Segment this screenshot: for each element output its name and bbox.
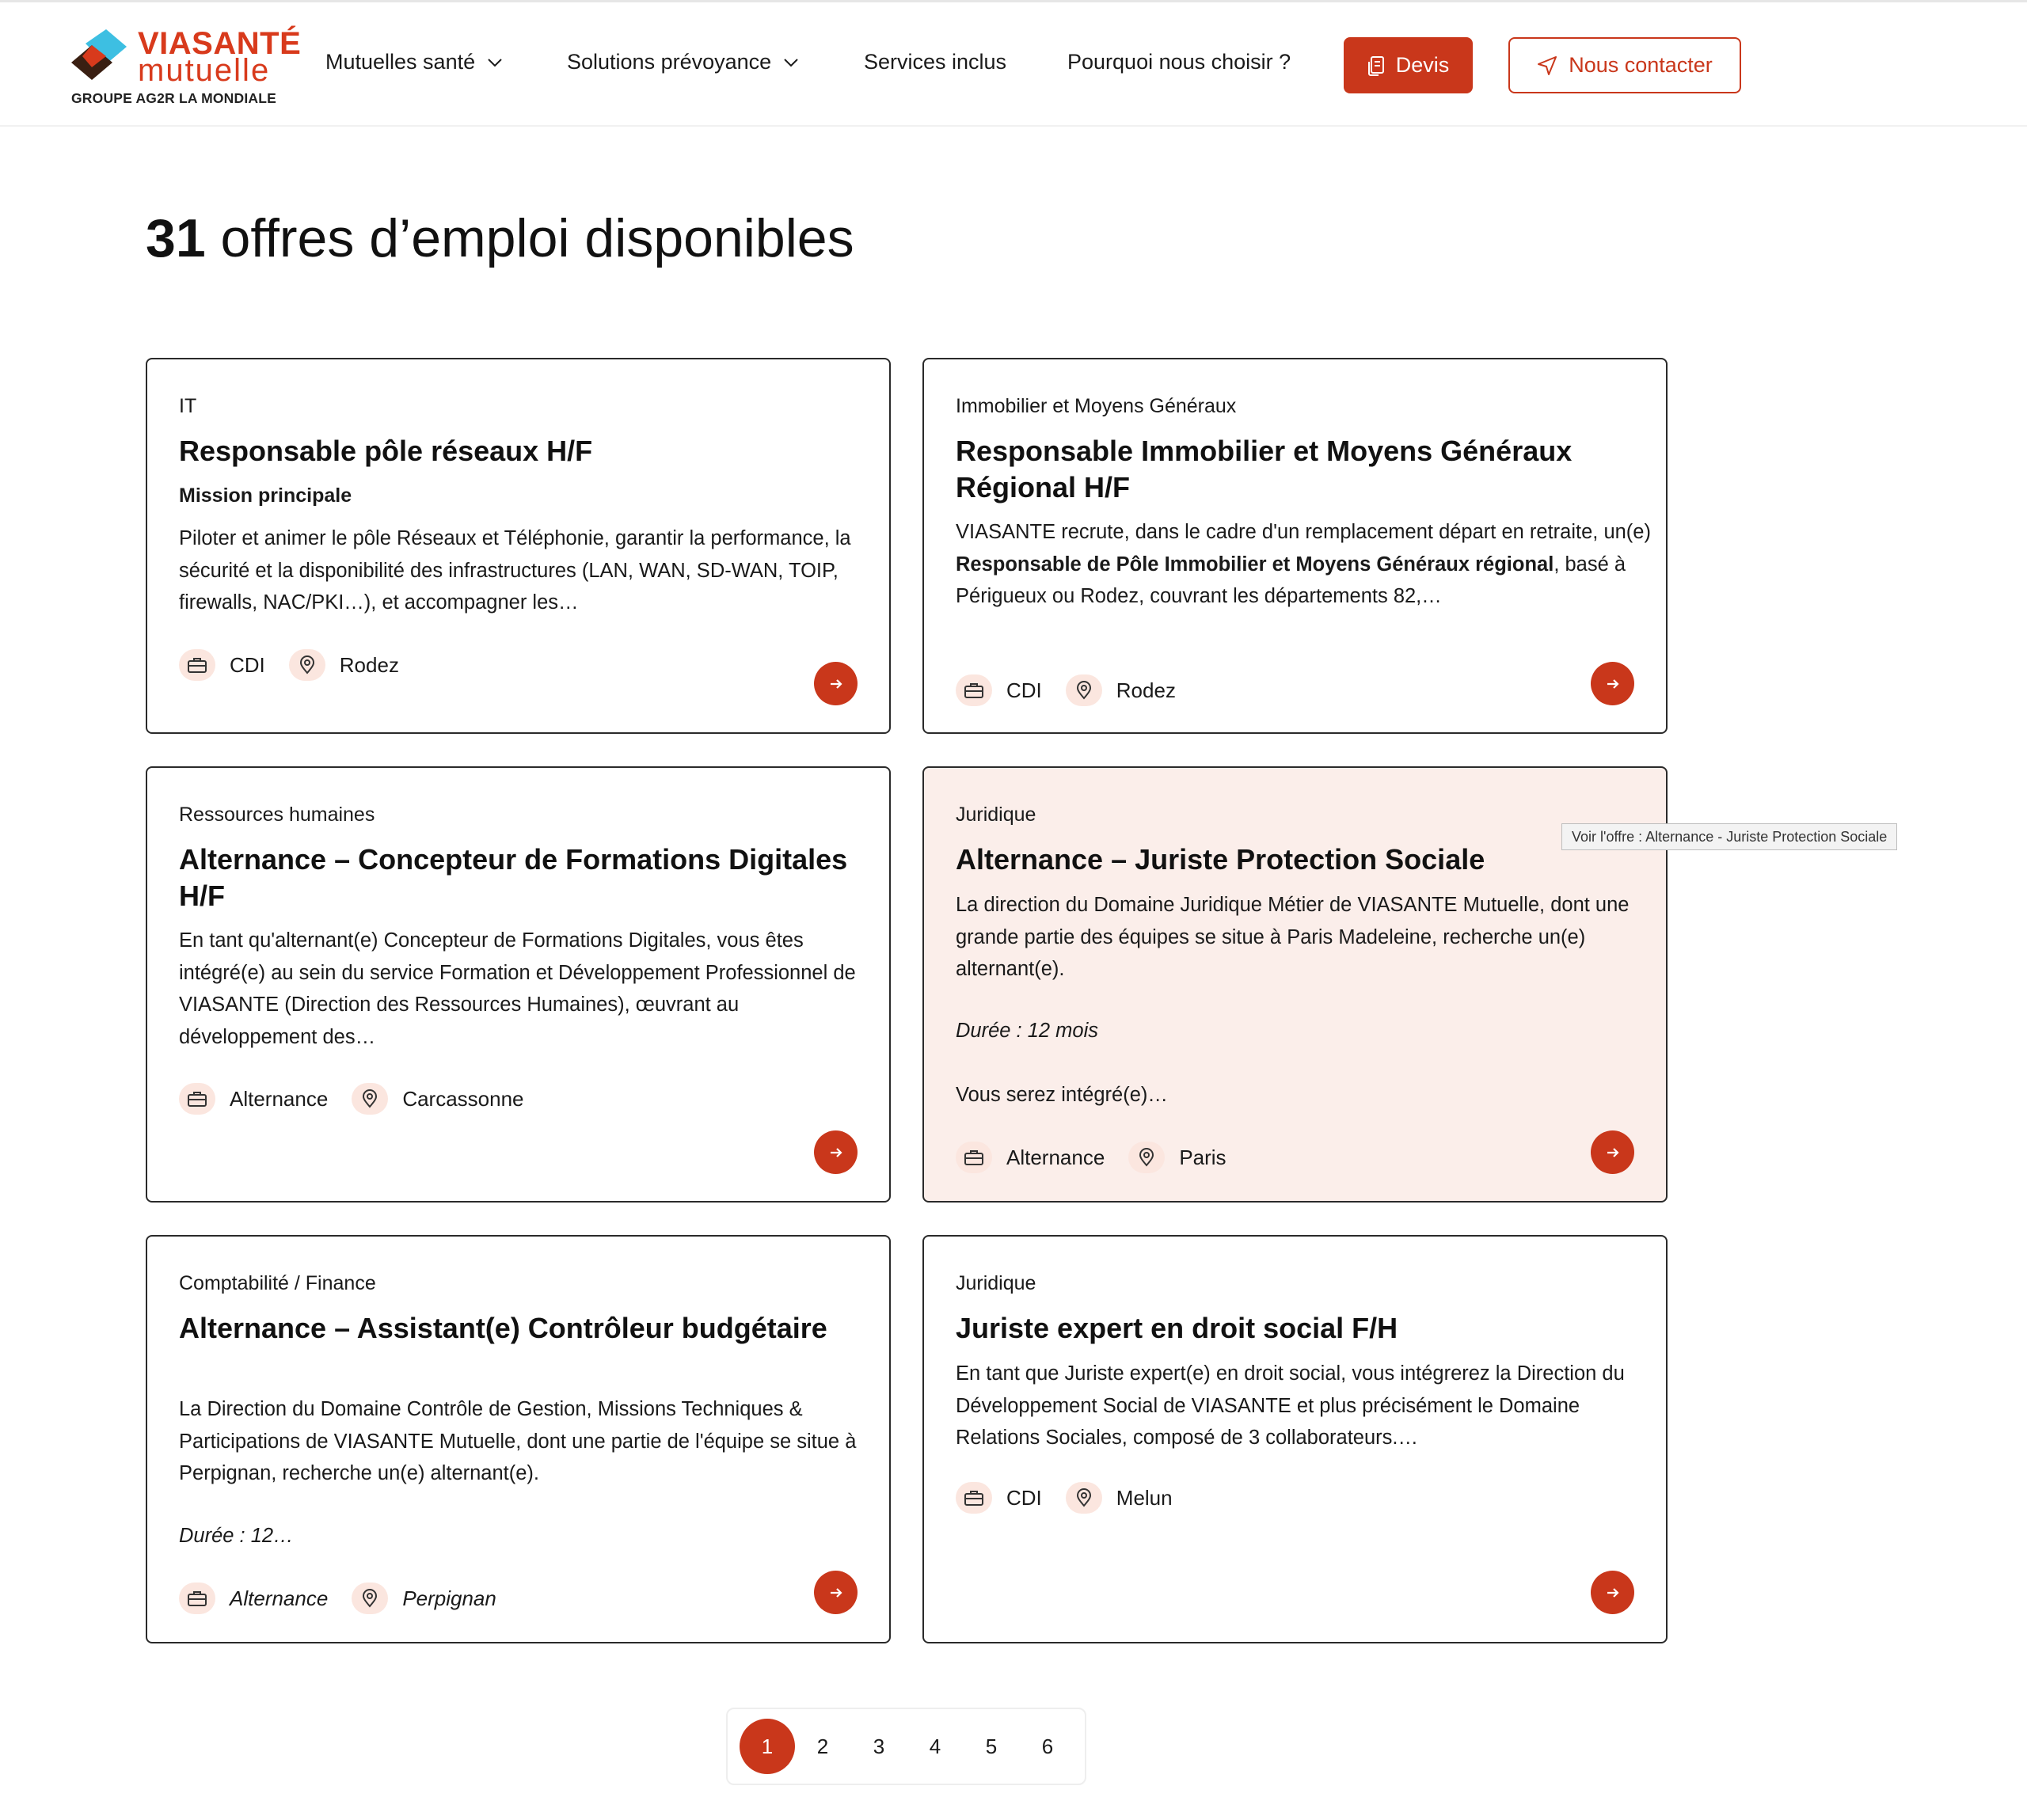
view-offer-button[interactable]	[814, 662, 858, 705]
devis-button-label: Devis	[1395, 53, 1450, 77]
job-location: Rodez	[1116, 678, 1176, 702]
nav-item-label: Solutions prévoyance	[567, 50, 772, 74]
view-offer-button[interactable]	[1591, 1571, 1634, 1614]
location-pin-icon	[289, 649, 325, 681]
job-location: Rodez	[339, 652, 399, 677]
briefcase-icon	[179, 1083, 215, 1115]
page-title-text: offres d’emploi disponibles	[205, 208, 854, 268]
job-card[interactable]	[922, 766, 1668, 1203]
page-4-button[interactable]: 4	[929, 1734, 941, 1758]
job-extra: Vous serez intégré(e)…	[956, 1084, 1168, 1106]
job-card[interactable]	[922, 358, 1668, 734]
view-offer-button[interactable]	[1591, 662, 1634, 705]
send-icon	[1537, 55, 1557, 76]
nav-solutions-prevoyance[interactable]	[567, 50, 800, 74]
job-card[interactable]	[146, 358, 891, 734]
job-duration: Durée : 12 mois	[956, 1020, 1098, 1042]
page-title	[146, 207, 854, 269]
briefcase-icon	[179, 1583, 215, 1614]
location-pin-icon	[1128, 1142, 1165, 1173]
arrow-right-icon	[828, 676, 844, 692]
briefcase-icon	[956, 1142, 992, 1173]
job-description	[956, 516, 1652, 613]
job-description: En tant qu'alternant(e) Concepteur de Formations Digitales, vous êtes intégré(e) au sein du service Formation et Développement Professionnel de VIASANTE (Direction des Ressources Humaines), œuvrant au développement des…	[179, 929, 856, 1048]
job-category: IT	[179, 395, 197, 417]
arrow-right-icon	[1605, 1585, 1621, 1601]
job-description: Piloter et animer le pôle Réseaux et Téléphonie, garantir la performance, la sécurité et la disponibilité des infrastructures (LAN, WAN, SD-WAN, TOIP, firewalls, NAC/PKI…), et accompagner les…	[179, 527, 851, 614]
job-meta	[179, 1583, 520, 1614]
job-title[interactable]: Juriste expert en droit social F/H	[956, 1312, 1398, 1344]
page-5-button[interactable]: 5	[985, 1734, 998, 1758]
pagination	[726, 1708, 1086, 1785]
page-1-button[interactable]: 1	[740, 1719, 795, 1774]
location-pin-icon	[1066, 1482, 1102, 1514]
job-contract: Alternance	[230, 1086, 329, 1111]
site-header	[0, 0, 2027, 127]
arrow-right-icon	[1605, 1145, 1621, 1161]
job-card[interactable]	[146, 766, 891, 1203]
briefcase-icon	[956, 674, 992, 706]
chevron-down-icon	[782, 54, 800, 71]
briefcase-icon	[956, 1482, 992, 1514]
job-contract: CDI	[230, 652, 265, 677]
job-meta	[179, 1083, 548, 1115]
job-meta	[956, 1142, 1250, 1173]
view-offer-button[interactable]	[1591, 1130, 1634, 1174]
job-location: Carcassonne	[402, 1086, 524, 1111]
brand-group: GROUPE AG2R LA MONDIALE	[71, 90, 277, 106]
document-icon	[1367, 55, 1386, 76]
page-6-button[interactable]: 6	[1041, 1734, 1054, 1758]
nav-item-label: Mutuelles santé	[325, 50, 476, 74]
view-offer-button[interactable]	[814, 1571, 858, 1614]
job-description-part: VIASANTE recrute, dans le cadre d'un remplacement départ en retraite, un(e)	[956, 521, 1651, 543]
nav-mutuelles-sante[interactable]	[325, 50, 504, 74]
chevron-down-icon	[486, 54, 504, 71]
job-location: Perpignan	[402, 1586, 496, 1610]
job-meta	[179, 649, 423, 681]
job-title[interactable]: Responsable Immobilier et Moyens Généraux Régional H/F	[956, 435, 1573, 503]
job-description: La Direction du Domaine Contrôle de Gestion, Missions Techniques & Participations de VIASANTE Mutuelle, dont une partie de l'équipe se situe à Perpignan, recherche un(e) alternant(e).	[179, 1398, 857, 1484]
tooltip: Voir l'offre : Alternance - Juriste Protection Sociale	[1561, 823, 1897, 850]
job-title[interactable]: Alternance – Juriste Protection Sociale	[956, 843, 1485, 876]
job-description-bold: Responsable de Pôle Immobilier et Moyens Généraux régional	[956, 553, 1554, 576]
job-description: La direction du Domaine Juridique Métier de VIASANTE Mutuelle, dont une grande partie des équipes se situe à Paris Madeleine, recherche un(e) alternant(e).	[956, 894, 1630, 980]
job-contract: CDI	[1006, 1485, 1042, 1510]
job-contract: CDI	[1006, 678, 1042, 702]
job-meta	[956, 1482, 1196, 1514]
job-description: En tant que Juriste expert(e) en droit social, vous intégrerez la Direction du Développement Social de VIASANTE et plus précisément le Domaine Relations Sociales, composé de 3 collaborateurs.…	[956, 1362, 1625, 1449]
job-title[interactable]: Alternance – Assistant(e) Contrôleur budgétaire	[179, 1312, 827, 1344]
job-category: Immobilier et Moyens Généraux	[956, 395, 1237, 417]
nav-pourquoi-nous-choisir[interactable]	[1067, 50, 1291, 74]
devis-button[interactable]	[1344, 37, 1473, 93]
brand-name-top: VIASANTÉ	[138, 26, 302, 61]
job-category: Juridique	[956, 1272, 1036, 1294]
arrow-right-icon	[828, 1585, 844, 1601]
job-duration: Durée : 12…	[179, 1525, 294, 1547]
job-category: Comptabilité / Finance	[179, 1272, 376, 1294]
page-2-button[interactable]: 2	[816, 1734, 829, 1758]
page-3-button[interactable]: 3	[873, 1734, 885, 1758]
job-category: Ressources humaines	[179, 804, 375, 826]
job-card[interactable]	[146, 1235, 891, 1643]
job-card[interactable]	[922, 1235, 1668, 1643]
contact-button-label: Nous contacter	[1569, 53, 1713, 77]
view-offer-button[interactable]	[814, 1130, 858, 1174]
contact-button[interactable]	[1508, 37, 1741, 93]
job-contract: Alternance	[1006, 1145, 1105, 1169]
location-pin-icon	[352, 1083, 388, 1115]
job-description-part: , basé à Périgueux ou Rodez, couvrant les départements 82,…	[956, 553, 1626, 607]
job-contract: Alternance	[230, 1586, 329, 1610]
nav-services-inclus[interactable]	[864, 50, 1006, 74]
job-title[interactable]: Responsable pôle réseaux H/F	[179, 435, 593, 467]
job-title[interactable]: Alternance – Concepteur de Formations Digitales H/F	[179, 843, 848, 912]
job-location: Paris	[1179, 1145, 1226, 1169]
job-location: Melun	[1116, 1485, 1173, 1510]
arrow-right-icon	[1605, 676, 1621, 692]
job-subtitle: Mission principale	[179, 484, 352, 507]
nav-item-label: Pourquoi nous choisir ?	[1067, 50, 1291, 74]
job-category: Juridique	[956, 804, 1036, 826]
job-meta	[956, 674, 1200, 706]
brand-name-bottom: mutuelle	[138, 53, 271, 88]
logo-mark-icon	[71, 29, 128, 86]
brand-logo[interactable]	[71, 25, 302, 112]
nav-item-label: Services inclus	[864, 50, 1007, 74]
location-pin-icon	[352, 1583, 388, 1614]
arrow-right-icon	[828, 1145, 844, 1161]
job-count: 31	[146, 208, 206, 268]
briefcase-icon	[179, 649, 215, 681]
location-pin-icon	[1066, 674, 1102, 706]
